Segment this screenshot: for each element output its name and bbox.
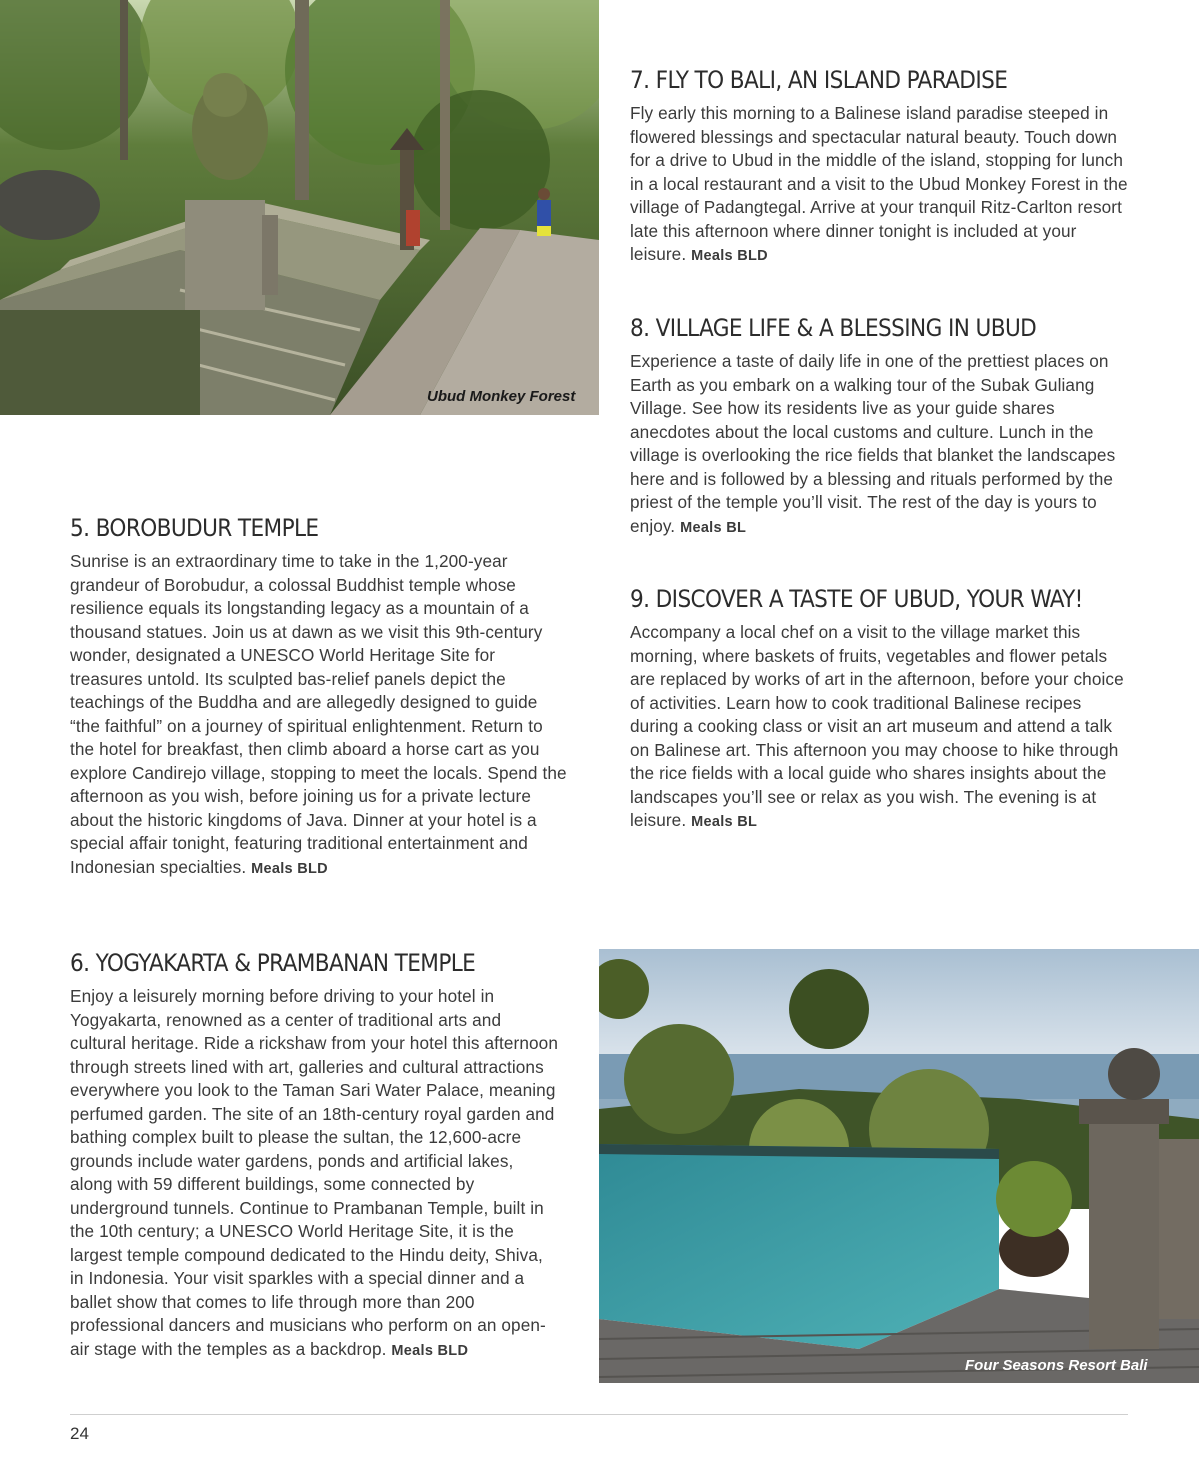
meals-label: Meals BL bbox=[680, 519, 747, 536]
itinerary-day-5 bbox=[70, 514, 570, 881]
section-heading: 5. BOROBUDUR TEMPLE bbox=[70, 514, 319, 542]
section-body: Sunrise is an extraordinary time to take in the 1,200-year grandeur of Borobudur, a colossal Buddhist temple whose resilience equals its longstanding legacy as a mountain of a thousand statues. Join us at dawn as we visit this 9th-century wonder, designated a UNESCO World Heritage Site for treasures untold. Its sculpted bas-relief panels depict the teachings of the Buddha and are allegedly designed to guide “the faithful” on a journey of spiritual enlightenment. Return to the hotel for breakfast, then climb aboard a horse cart as you explore Candirejo village, stopping to meet the locals. Spend the afternoon as you wish, before joining us for a private lecture about the historic kingdoms of Java. Dinner at your hotel is a special affair tonight, featuring traditional entertainment and Indonesian specialties. Meals BLD bbox=[70, 551, 567, 877]
section-heading: 7. FLY TO BALI, AN ISLAND PARADISE bbox=[630, 66, 1008, 94]
section-body: Accompany a local chef on a visit to the village market this morning, where baskets of fruits, vegetables and flower petals are replaced by works of art in the afternoon, before your choice of activities. Learn how to cook traditional Balinese recipes during a cooking class or visit an art museum and attend a talk on Balinese art. This afternoon you may choose to hike through the rice fields with a local guide who shares insights about the landscapes you’ll see or relax as you wish. The evening is at leisure. Meals BL bbox=[630, 622, 1124, 830]
section-heading: 8. VILLAGE LIFE & A BLESSING IN UBUD bbox=[630, 314, 1037, 342]
photo-caption: Ubud Monkey Forest bbox=[427, 388, 576, 405]
itinerary-day-8 bbox=[630, 314, 1130, 540]
itinerary-day-9 bbox=[630, 585, 1130, 835]
section-body: Fly early this morning to a Balinese island paradise steeped in flowered blessings and spectacular natural beauty. Touch down for a drive to Ubud in the middle of the island, stopping for lunch in a local restaurant and a visit to the Ubud Monkey Forest in the village of Padangtegal. Arrive at your tranquil Ritz-Carlton resort late this afternoon where dinner tonight is included at your leisure. Meals BLD bbox=[630, 103, 1128, 264]
page-number: 24 bbox=[70, 1424, 89, 1443]
section-heading: 6. YOGYAKARTA & PRAMBANAN TEMPLE bbox=[70, 949, 476, 977]
monkey-forest-photo bbox=[0, 0, 599, 415]
meals-label: Meals BLD bbox=[691, 248, 768, 264]
itinerary-day-6 bbox=[70, 949, 560, 1363]
meals-label: Meals BLD bbox=[251, 860, 328, 877]
photo-caption: Four Seasons Resort Bali bbox=[965, 1357, 1148, 1374]
meals-label: Meals BL bbox=[691, 814, 758, 830]
section-body: Enjoy a leisurely morning before driving to your hotel in Yogyakarta, renowned as a center of traditional arts and cultural heritage. Ride a rickshaw from your hotel this afternoon through streets lined with art, galleries and cultural attractions everywhere you look to the Taman Sari Water Palace, meaning perfumed garden. The site of an 18th-century royal garden and bathing complex built to please the sultan, the 12,600-acre grounds include water gardens, ponds and artificial lakes, along with 59 different buildings, some connected by underground tunnels. Continue to Prambanan Temple, built in the 10th century; a UNESCO World Heritage Site, it is the largest temple compound dedicated to the Hindu deity, Shiva, in Indonesia. Your visit sparkles with a special dinner and a ballet show that comes to life through more than 200 professional dancers and musicians who perform on an open-air stage with the temples as a backdrop. Meals BLD bbox=[70, 986, 558, 1359]
footer-divider bbox=[70, 1414, 1128, 1415]
itinerary-day-7 bbox=[630, 66, 1130, 269]
resort-photo bbox=[599, 949, 1199, 1383]
meals-label: Meals BLD bbox=[391, 1342, 469, 1359]
section-body: Experience a taste of daily life in one of the prettiest places on Earth as you embark on a walking tour of the Subak Guliang Village. See how its residents live as your guide shares anecdotes about the local customs and culture. Lunch in the village is overlooking the rice fields that blanket the landscapes here and is followed by a blessing and rituals performed by the priest of the temple you’ll visit. The rest of the day is yours to enjoy. Meals BL bbox=[630, 351, 1116, 536]
section-heading: 9. DISCOVER A TASTE OF UBUD, YOUR WAY! bbox=[630, 585, 1083, 613]
